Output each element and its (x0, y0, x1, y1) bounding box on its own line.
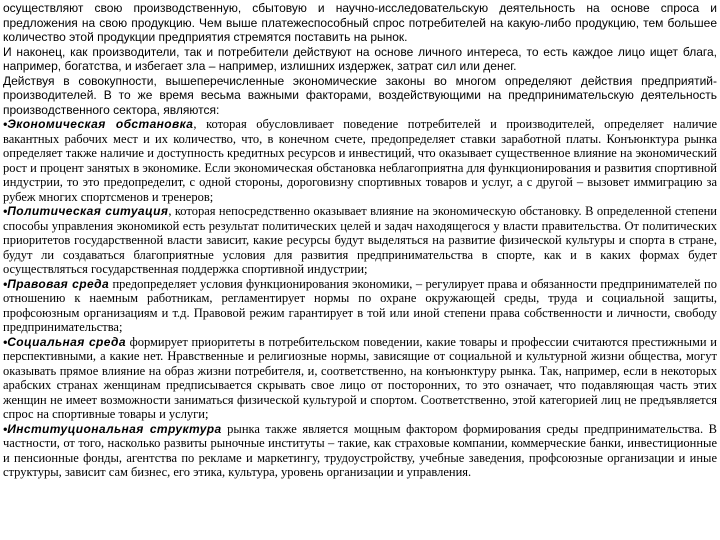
intro-paragraph-2: И наконец, как производители, так и потребители действуют на основе личного интереса, то есть каждое лицо ищет блага, например, богатства, и избегает зла – например, излишних издержек, затрат сил или денег. (3, 44, 717, 73)
bullet-body: , которая непосредственно оказывает влияние на экономическую обстановку. В определенной степени способы управления экономикой есть результат политических целей и задач находящегося у власти правительства. От политических приоритетов государственной власти зависит, какие ресурсы будут выделяться на развитие физической культуры и спорта в стране, будут ли создаваться благоприятные условия для развития предпринимательства в спорте, как и в каких формах будет осуществляться государственная поддержка спортивной индустрии; (3, 204, 718, 276)
bullet-body: , которая обусловливает поведение потребителей и производителей, определяет наличие вакантных рабочих мест и их количество, что, в конечном счете, предопределяет ставки заработной платы. Конъюнктура рынка определяет также наличие и доступность кредитных ресурсов и инвестиций, что оказывает существенное влияние на экономический рост и процент занятых в экономике. Если экономическая обстановка неблагоприятна для функционирования и развития спортивной индустрии, то это предопределит, с одной стороны, дороговизну спортивных товаров и услуг, а с другой – вызовет иммиграцию за рубеж многих спортсменов и тренеров; (3, 117, 717, 204)
bullet-icon: • (3, 276, 8, 291)
bullet-item-social-environment (3, 335, 717, 422)
bullet-body: предопределяет условия функционирования экономики, – регулирует права и обязанности предпринимателей по отношению к наемным работникам, регламентирует нормы по охране окружающей среды, труда и социальной защиты, профсоюзным организациям и т.д. Правовой режим гарантирует в той или иной степени права собственности и личности, свободу предпринимательства; (3, 276, 717, 334)
bullet-icon: • (3, 334, 8, 349)
bullet-term: Социальная среда (7, 334, 126, 349)
bullet-body: формирует приоритеты в потребительском поведении, какие товары и профессии считаются престижными и перспективными, а какие нет. Нравственные и религиозные нормы, зависящие от социальной и культурной жизни общества, могут оказывать прямое влияние на образ жизни потребителя, и, соответственно, на конъюнктуру рынка. Так, например, если в некоторых арабских странах женщинам предписывается скрывать свое лицо от посторонних, то это означает, что подавляющая часть этих женщин не имеет возможности заниматься физической культурой и спортом. Соответственно, этой категорией лиц не предъявляется спрос на спортивные товары и услуги; (3, 334, 717, 421)
bullet-term: Политическая ситуация (7, 204, 169, 218)
intro-paragraph-3: Действуя в совокупности, вышеперечисленные экономические законы во многом определяют действия предприятий-производителей. В то же время весьма важными факторами, воздействующими на предпринимательскую деятельность производственного сектора, являются: (3, 73, 717, 117)
bullet-term: Экономическая обстановка (7, 117, 194, 131)
bullet-icon: • (3, 204, 8, 218)
bullet-icon: • (3, 421, 8, 436)
bullet-item-economic-environment (3, 117, 717, 204)
bullet-term: Правовая среда (7, 276, 110, 291)
bullet-icon: • (3, 117, 8, 131)
bullet-body: рынка также является мощным фактором формирования среды предпринимательства. В частности, от того, насколько развиты рыночные институты – такие, как страховые компании, коммерческие банки, инвестиционные и пенсионные фонды, агентства по рекламе и маркетингу, трудоустройству, учебные заведения, профсоюзные организации и иные структуры, зависит сам бизнес, его этика, культура, уровень организации и управления. (3, 421, 717, 479)
bullet-term: Институциональная структура (7, 421, 222, 436)
bullet-item-legal-environment (3, 277, 717, 335)
intro-paragraph-1: осуществляют свою производственную, сбытовую и научно-исследовательскую деятельность на основе спроса и предложения на свою продукцию. Чем выше платежеспособный спрос потребителей на какую-либо продукцию, тем большее количество этой продукции предприятия стремятся поставить на рынок. (3, 1, 717, 44)
bullet-item-institutional-structure (3, 422, 717, 480)
bullet-item-political-situation (3, 204, 717, 277)
